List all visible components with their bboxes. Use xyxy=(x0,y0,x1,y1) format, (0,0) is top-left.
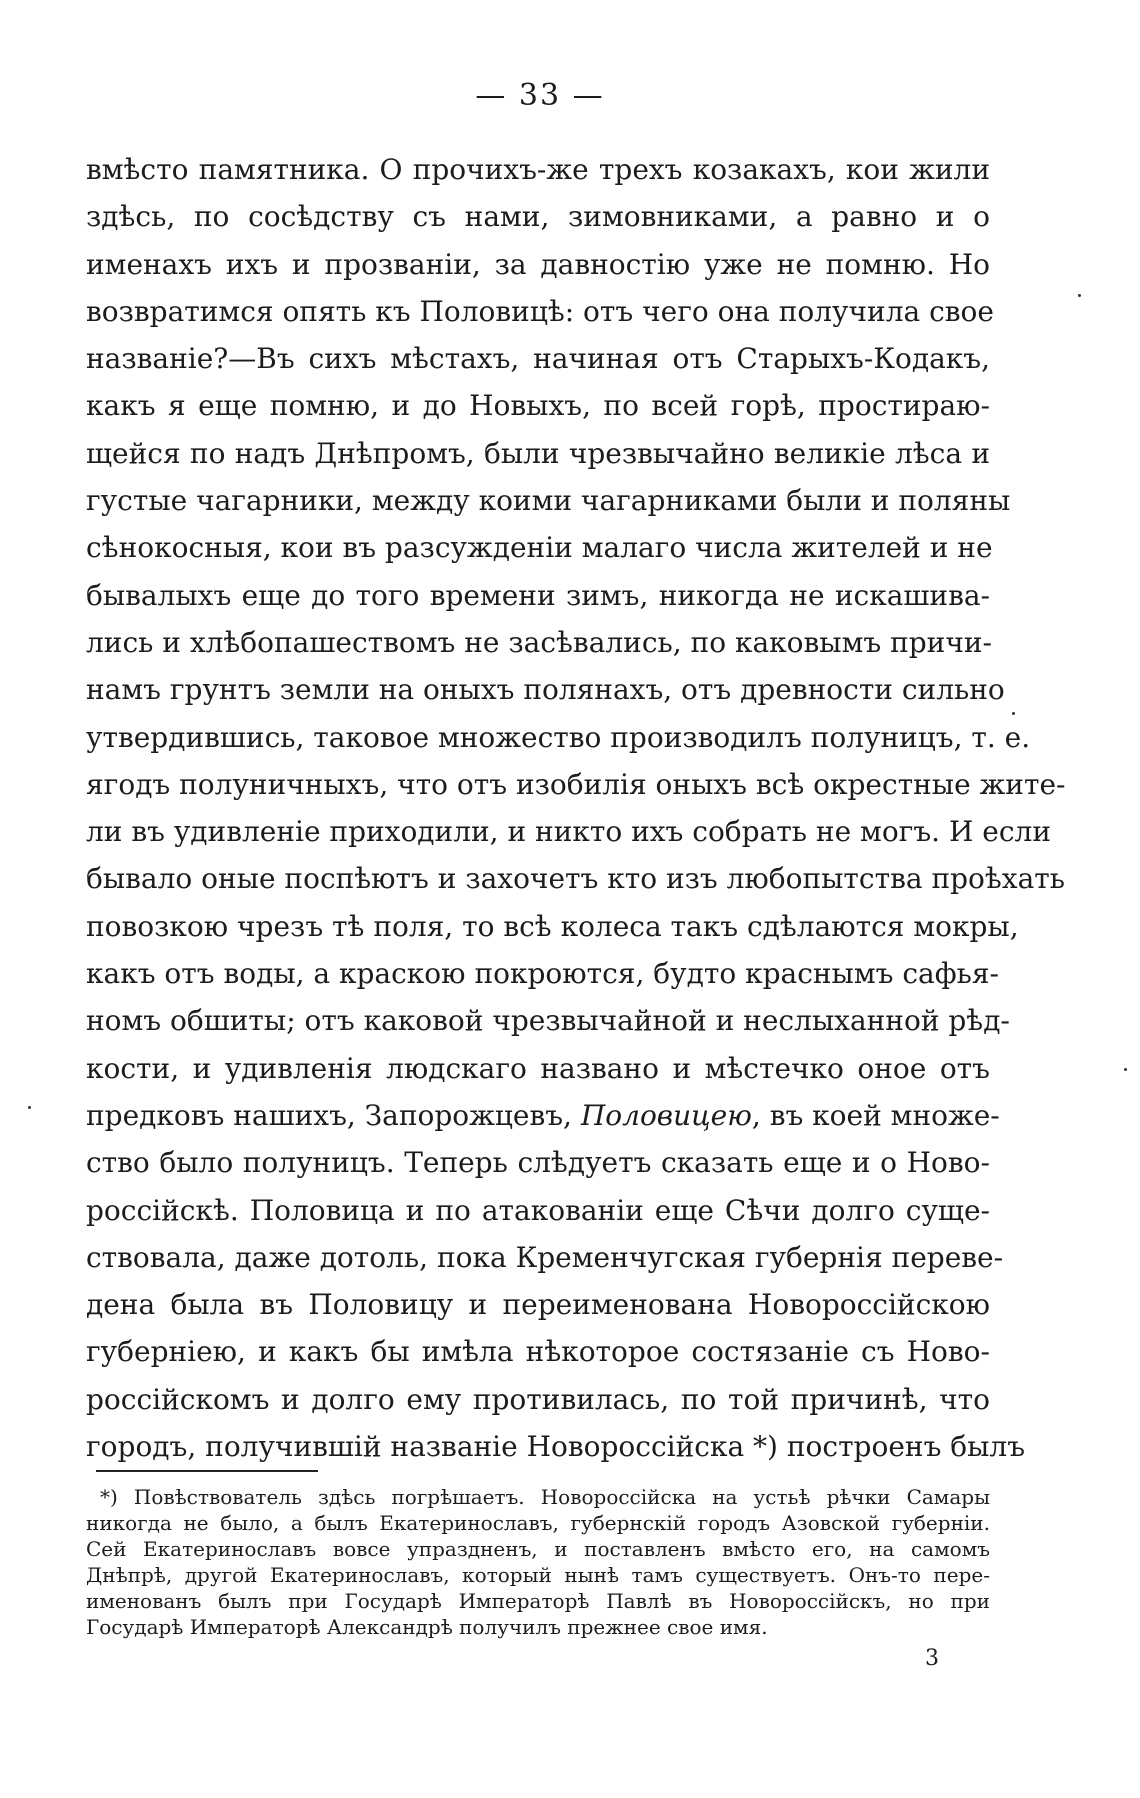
text-line: какъ отъ воды, а краскою покроются, будто краснымъ сафья- xyxy=(86,957,999,991)
text-segment: , въ коей множе- xyxy=(751,1098,1000,1132)
text-segment: предковъ нашихъ, Запорожцевъ, xyxy=(86,1098,581,1132)
footnote-divider xyxy=(96,1470,318,1472)
text-line: ство было полуницъ. Теперь слѣдуетъ сказать еще и о Ново- xyxy=(86,1146,990,1180)
scan-speck xyxy=(1124,1068,1127,1071)
italic-place-name: Половицею xyxy=(580,1098,752,1132)
text-line: щейся по надъ Днѣпромъ, были чрезвычайно великіе лѣса и xyxy=(86,436,990,470)
text-line: густые чагарники, между коими чагарниками были и поляны xyxy=(86,484,1011,518)
text-line: здѣсь, по сосѣдству съ нами, зимовниками, а равно и о xyxy=(86,200,990,234)
text-line: названіе?—Въ сихъ мѣстахъ, начиная отъ Старыхъ-Кодакъ, xyxy=(86,342,990,376)
footnote-line: Сей Екатеринославъ вовсе упраздненъ, и поставленъ вмѣсто его, на самомъ xyxy=(86,1537,990,1561)
text-line: ствовала, даже дотоль, пока Кременчугская губернія переве- xyxy=(86,1240,1004,1274)
text-line: повозкою чрезъ тѣ поля, то всѣ колеса такъ сдѣлаются мокры, xyxy=(86,909,1019,943)
text-line-with-italic xyxy=(86,1092,1000,1139)
printer-signature-mark: 3 xyxy=(925,1646,939,1671)
footnote-line: никогда не было, а былъ Екатеринославъ, губернскій городъ Азовской губерніи. xyxy=(86,1511,990,1535)
text-line: россійскомъ и долго ему противилась, по той причинѣ, что xyxy=(86,1382,990,1416)
scan-speck xyxy=(28,1106,31,1109)
text-line: бывалыхъ еще до того времени зимъ, никогда не искашива- xyxy=(86,578,990,612)
footnote-line: Днѣпрѣ, другой Екатеринославъ, который нынѣ тамъ существуетъ. Онъ-то пере- xyxy=(86,1563,990,1587)
text-line: кости, и удивленія людскаго названо и мѣстечко оное отъ xyxy=(86,1051,990,1085)
text-line: вмѣсто памятника. О прочихъ-же трехъ козакахъ, кои жили xyxy=(86,153,990,186)
scan-speck xyxy=(1078,294,1081,297)
footnote xyxy=(86,1484,990,1640)
footnote-line: Государѣ Императорѣ Александрѣ получилъ прежнее свое имя. xyxy=(86,1615,768,1639)
text-line: возвратимся опять къ Половицѣ: отъ чего она получила свое xyxy=(86,294,994,328)
text-line: ли въ удивленіе приходили, и никто ихъ собрать не могъ. И если xyxy=(86,815,1051,849)
text-line: бывало оные поспѣютъ и захочетъ кто изъ любопытства проѣхать xyxy=(86,862,1066,896)
scan-speck xyxy=(1012,712,1015,715)
text-line: сѣнокосныя, кои въ разсужденіи малаго числа жителей и не xyxy=(86,531,993,565)
text-line: утвердившись, таковое множество производилъ полуницъ, т. е. xyxy=(86,720,1031,754)
footnote-line: *) Повѣствователь здѣсь погрѣшаетъ. Новороссійска на устьѣ рѣчки Самары xyxy=(100,1485,990,1509)
text-line: дена была въ Половицу и переименована Новороссійскою xyxy=(86,1288,990,1322)
text-line: номъ обшиты; отъ каковой чрезвычайной и неслыханной рѣд- xyxy=(86,1004,1010,1038)
text-line: именахъ ихъ и прозваніи, за давностію уже не помню. Но xyxy=(86,247,990,281)
footnote-line: именованъ былъ при Государѣ Императорѣ Павлѣ въ Новороссійскъ, но при xyxy=(86,1589,990,1613)
text-line: городъ, получившій названіе Новороссійска *) построенъ былъ xyxy=(86,1430,1026,1464)
text-line: намъ грунтъ земли на оныхъ полянахъ, отъ древности сильно xyxy=(86,673,1005,707)
page-number: — 33 — xyxy=(475,78,605,113)
text-line: губерніею, и какъ бы имѣла нѣкоторое состязаніе съ Ново- xyxy=(86,1335,990,1369)
text-line: россійскѣ. Половица и по атакованіи еще Сѣчи долго суще- xyxy=(86,1193,990,1227)
text-line: какъ я еще помню, и до Новыхъ, по всей горѣ, простираю- xyxy=(86,389,990,423)
text-line: ягодъ полуничныхъ, что отъ изобилія оныхъ всѣ окрестные жите- xyxy=(86,767,1066,801)
main-text xyxy=(86,146,1066,1470)
text-line: лись и хлѣбопашествомъ не засѣвались, по каковымъ причи- xyxy=(86,625,992,659)
